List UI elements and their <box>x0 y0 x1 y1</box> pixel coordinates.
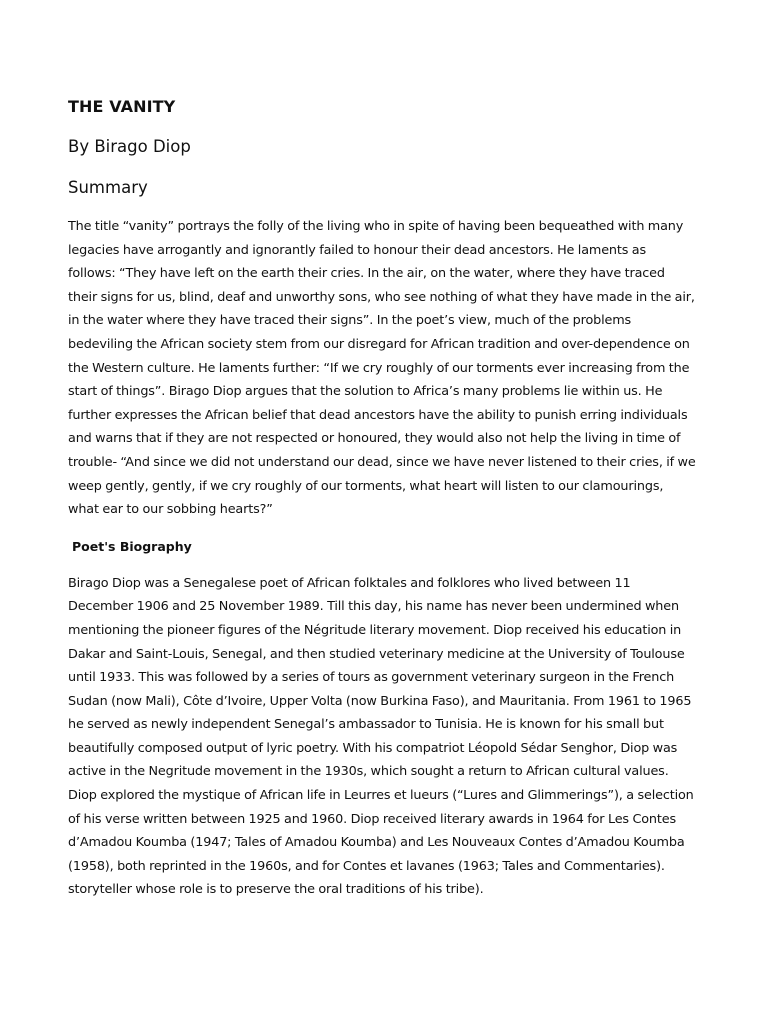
document-body <box>68 96 696 902</box>
author-line: By Birago Diop <box>68 137 191 156</box>
summary-heading: Summary <box>68 178 148 197</box>
summary-paragraph: The title “vanity” portrays the folly of the living who in spite of having been bequeathed with many legacies have arrogantly and ignorantly failed to honour their dead ancestors. He laments as follows: “They have left on the earth their cries. In the air, on the water, where they have traced their signs for us, blind, deaf and unworthy sons, who see nothing of what they have made in the air, in the water where they have traced their signs”. In the poet’s view, much of the problems bedeviling the African society stem from our disregard for African tradition and over-dependence on the Western culture. He laments further: “If we cry roughly of our torments ever increasing from the start of things”. Birago Diop argues that the solution to Africa’s many problems lie within us. He further expresses the African belief that dead ancestors have the ability to punish erring individuals and warns that if they are not respected or honoured, they would also not help the living in time of trouble- “And since we did not understand our dead, since we have never listened to their cries, if we weep gently, gently, if we cry roughly of our torments, what heart will listen to our clamourings, what ear to our sobbing hearts?” <box>68 219 696 518</box>
biography-heading: Poet's Biography <box>72 538 192 554</box>
biography-paragraph: Birago Diop was a Senegalese poet of African folktales and folklores who lived between 11 December 1906 and 25 November 1989. Till this day, his name has never been undermined when mentioning the pioneer figures of the Négritude literary movement. Diop received his education in Dakar and Saint-Louis, Senegal, and then studied veterinary medicine at the University of Toulouse until 1933. This was followed by a series of tours as government veterinary surgeon in the French Sudan (now Mali), Côte d’Ivoire, Upper Volta (now Burkina Faso), and Mauritania. From 1961 to 1965 he served as newly independent Senegal’s ambassador to Tunisia. He is known for his small but beautifully composed output of lyric poetry. With his compatriot Léopold Sédar Senghor, Diop was active in the Negritude movement in the 1930s, which sought a return to African cultural values. Diop explored the mystique of African life in Leurres et lueurs (“Lures and Glimmerings”), a selection of his verse written between 1925 and 1960. Diop received literary awards in 1964 for Les Contes d’Amadou Koumba (1947; Tales of Amadou Koumba) and Les Nouveaux Contes d’Amadou Koumba (1958), both reprinted in the 1960s, and for Contes et lavanes (1963; Tales and Commentaries). storyteller whose role is to preserve the oral traditions of his tribe). <box>68 575 694 898</box>
document-title: THE VANITY <box>68 97 176 116</box>
